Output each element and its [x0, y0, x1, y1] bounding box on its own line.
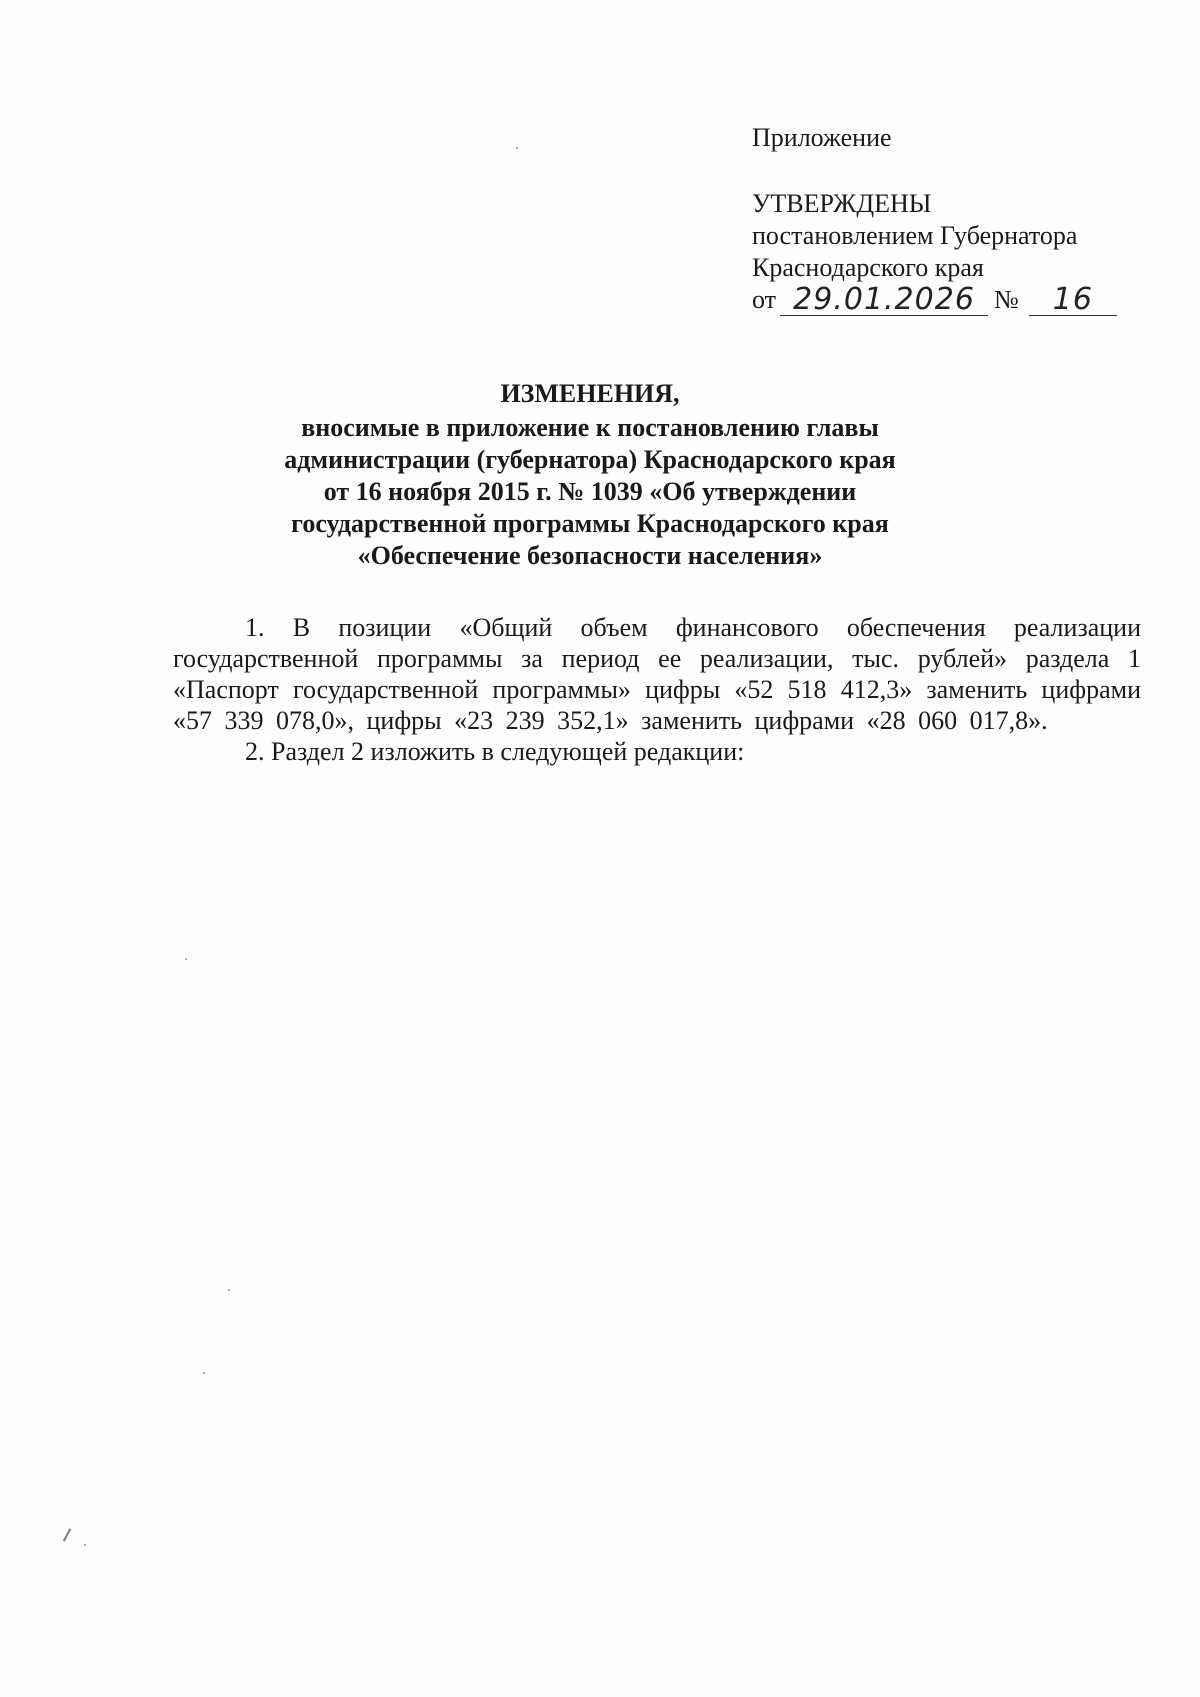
scan-speck: [228, 1289, 230, 1291]
date-number-line: [752, 284, 1117, 316]
document-body: [173, 612, 1141, 767]
title-line-1: вносимые в приложение к постановлению главы: [301, 413, 879, 442]
scan-mark: [63, 1528, 71, 1541]
handwritten-number: 16: [1029, 285, 1117, 316]
title-line-5: «Обеспечение безопасности населения»: [357, 541, 823, 570]
scan-speck: [84, 1544, 86, 1546]
approval-block: [752, 122, 1117, 316]
document-title: [200, 378, 980, 572]
approved-label: УТВЕРЖДЕНЫ: [752, 189, 932, 218]
title-line-4: государственной программы Краснодарского края: [291, 509, 889, 538]
approved-by-line-1: постановлением Губернатора: [752, 221, 1078, 250]
scan-speck: [203, 1372, 205, 1374]
paragraph-2: 2. Раздел 2 изложить в следующей редакции:: [245, 737, 745, 766]
approved-by-line-2: Краснодарского края: [752, 253, 984, 282]
title-main: ИЗМЕНЕНИЯ,: [500, 379, 680, 408]
handwritten-date: 29.01.2026: [780, 285, 988, 316]
scan-speck: [185, 958, 187, 960]
number-prefix: №: [994, 285, 1019, 314]
appendix-label: Приложение: [752, 123, 892, 152]
spacer: [752, 154, 1117, 188]
paragraph-1: 1. В позиции «Общий объем финансового обеспечения реализации государственной программы за период ее реализации, тыс. рублей» раздела 1 «Паспорт государственной программы» цифры «52 518 412,3» заменить цифрами «57 339 078,0», цифры «23 239 352,1» заменить цифрами «28 060 017,8».: [173, 613, 1141, 735]
date-prefix: от: [752, 285, 777, 314]
title-line-2: администрации (губернатора) Краснодарского края: [284, 445, 896, 474]
title-line-3: от 16 ноября 2015 г. № 1039 «Об утверждении: [323, 477, 857, 506]
scan-speck: [516, 147, 518, 149]
